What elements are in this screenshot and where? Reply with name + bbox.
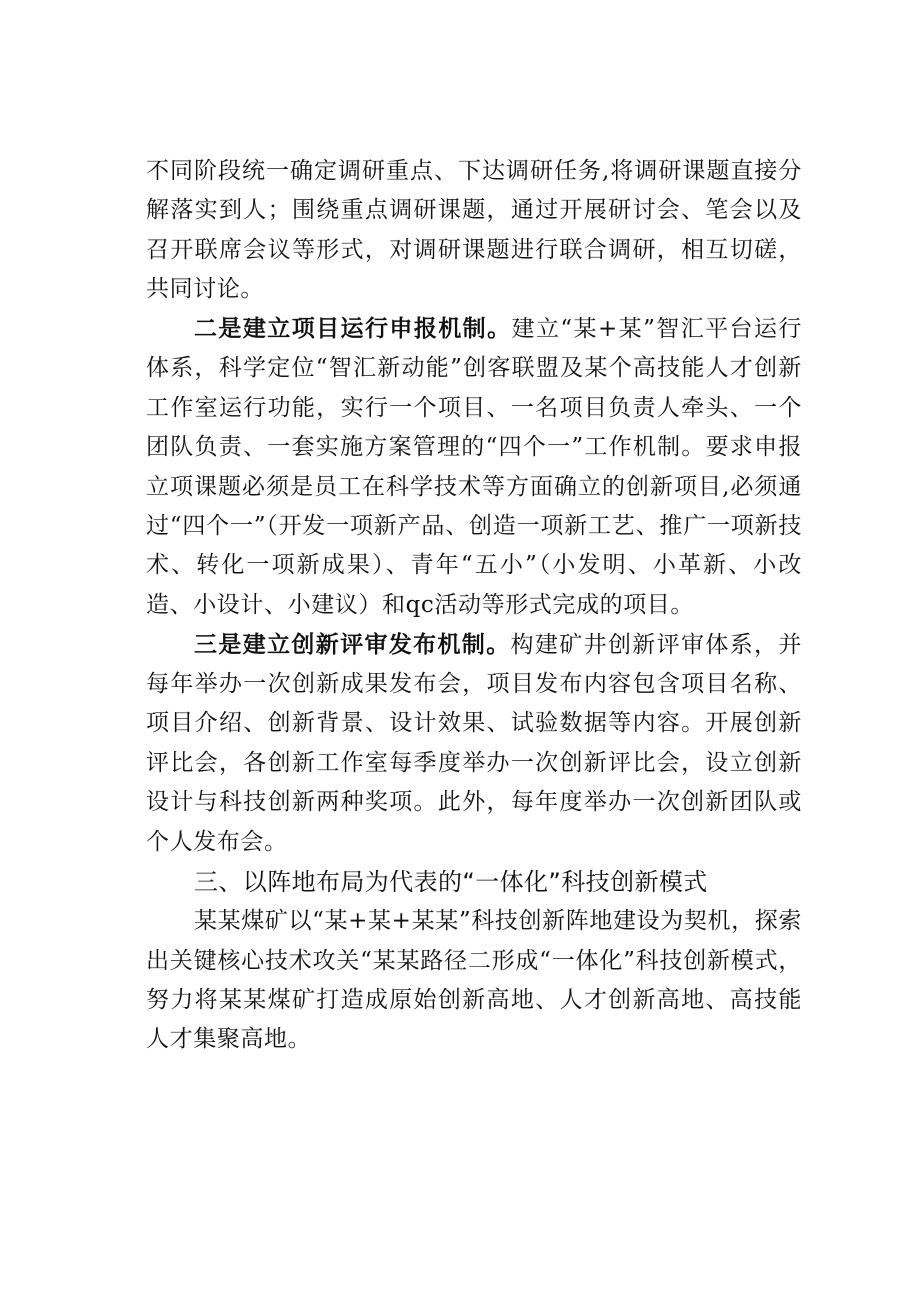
paragraph-innovation-review-mechanism — [146, 626, 802, 862]
document-body — [146, 152, 802, 1060]
paragraph-lead: 三是建立创新评审发布机制。 — [194, 631, 511, 658]
paragraph-text: 建立“某+某”智汇平台运行体系，科学定位“智汇新动能”创客联盟及某个高技能人才创新工作室运行功能，实行一个项目、一名项目负责人牵头、一个团队负责、一套实施方案管理的“四个一”工作机制。要求申报立项课题必须是员工在科学技术等方面确立的创新项目,必须通过“四个一”（开发一项新产品、创造一项新工艺、推广一项新技术、转化一项新成果）、青年“五小”（小发明、小革新、小改造、小设计、小建议）和qc活动等形式完成的项目。 — [146, 316, 802, 618]
paragraph-integrated-model — [146, 902, 802, 1060]
paragraph-continued — [146, 152, 802, 310]
paragraph-lead: 二是建立项目运行申报机制。 — [194, 316, 512, 343]
paragraph-text: 构建矿井创新评审体系，并每年举办一次创新成果发布会，项目发布内容包含项目名称、项目介绍、创新背景、设计效果、试验数据等内容。开展创新评比会，各创新工作室每季度举办一次创新评比会，设立创新设计与科技创新两种奖项。此外，每年度举办一次创新团队或个人发布会。 — [146, 631, 802, 855]
paragraph-text: 不同阶段统一确定调研重点、下达调研任务,将调研课题直接分解落实到人；围绕重点调研课题，通过开展研讨会、笔会以及召开联席会议等形式，对调研课题进行联合调研，相互切磋，共同讨论。 — [146, 158, 802, 303]
section-heading: 三、以阵地布局为代表的“一体化”科技创新模式 — [194, 868, 708, 897]
paragraph-project-reporting-mechanism — [146, 310, 802, 625]
paragraph-text: 某某煤矿以“某+某+某某”科技创新阵地建设为契机，探索出关键核心技术攻关“某某路径二形成“一体化”科技创新模式，努力将某某煤矿打造成原始创新高地、人才创新高地、高技能人才集聚高地。 — [146, 908, 802, 1053]
